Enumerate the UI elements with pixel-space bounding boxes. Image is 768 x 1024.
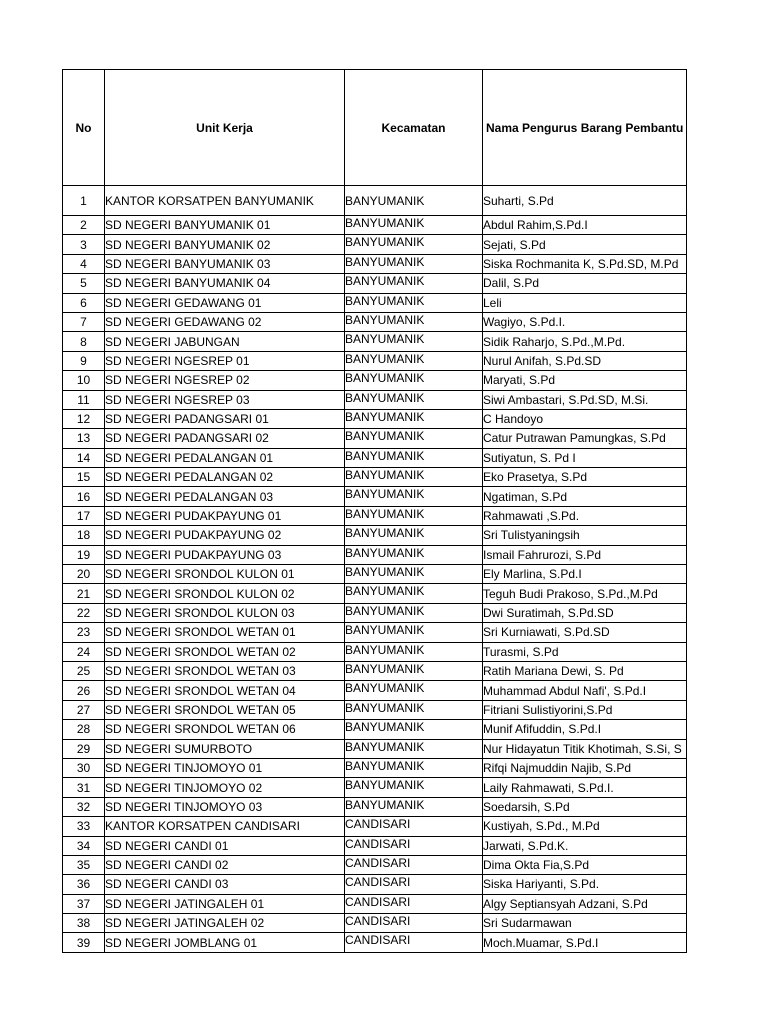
cell-kecamatan [345,642,483,661]
cell-no: 12 [63,409,105,428]
cell-kecamatan [345,293,483,312]
cell-no: 18 [63,526,105,545]
cell-nama-pengurus: Moch.Muamar, S.Pd.I [483,933,687,952]
cell-kecamatan [345,603,483,622]
cell-nama-pengurus: Turasmi, S.Pd [483,642,687,661]
kecamatan-text: BANYUMANIK [345,351,425,366]
kecamatan-text: CANDISARI [345,817,411,832]
cell-nama-pengurus: Dwi Suratimah, S.Pd.SD [483,603,687,622]
cell-unit-kerja: SD NEGERI PUDAKPAYUNG 03 [105,545,345,564]
header-kecamatan: Kecamatan [345,70,483,186]
table-row [63,293,687,312]
kecamatan-text: BANYUMANIK [345,409,425,424]
cell-unit-kerja: SD NEGERI CANDI 02 [105,855,345,874]
cell-unit-kerja: SD NEGERI PADANGSARI 02 [105,429,345,448]
cell-unit-kerja: KANTOR KORSATPEN CANDISARI [105,817,345,836]
cell-no: 34 [63,836,105,855]
cell-no: 6 [63,293,105,312]
cell-nama-pengurus: Rifqi Najmuddin Najib, S.Pd [483,758,687,777]
cell-kecamatan [345,506,483,525]
data-table [62,69,687,953]
cell-no: 38 [63,914,105,933]
cell-no: 20 [63,565,105,584]
kecamatan-text: CANDISARI [345,855,411,870]
cell-kecamatan [345,700,483,719]
cell-kecamatan [345,661,483,680]
cell-unit-kerja: SD NEGERI BANYUMANIK 03 [105,254,345,273]
cell-no: 1 [63,186,105,216]
kecamatan-text: BANYUMANIK [345,254,425,269]
cell-kecamatan [345,332,483,351]
kecamatan-text: BANYUMANIK [345,429,425,444]
cell-unit-kerja: SD NEGERI BANYUMANIK 02 [105,235,345,254]
cell-kecamatan [345,254,483,273]
cell-kecamatan [345,186,483,216]
table-row [63,642,687,661]
cell-no: 11 [63,390,105,409]
cell-nama-pengurus: Ely Marlina, S.Pd.I [483,565,687,584]
cell-unit-kerja: SD NEGERI PUDAKPAYUNG 01 [105,506,345,525]
cell-no: 5 [63,274,105,293]
kecamatan-text: BANYUMANIK [345,216,425,230]
cell-kecamatan [345,216,483,235]
table-row [63,894,687,913]
cell-kecamatan [345,235,483,254]
kecamatan-text: BANYUMANIK [345,623,425,638]
table-row [63,797,687,816]
table-row [63,429,687,448]
cell-nama-pengurus: Muhammad Abdul Nafi', S.Pd.I [483,681,687,700]
cell-nama-pengurus: Fitriani Sulistiyorini,S.Pd [483,700,687,719]
cell-no: 16 [63,487,105,506]
cell-nama-pengurus: C Handoyo [483,409,687,428]
cell-no: 24 [63,642,105,661]
cell-unit-kerja: SD NEGERI SRONDOL WETAN 06 [105,720,345,739]
cell-unit-kerja: SD NEGERI SRONDOL WETAN 04 [105,681,345,700]
kecamatan-text: BANYUMANIK [345,642,425,657]
cell-nama-pengurus: Wagiyo, S.Pd.I. [483,312,687,331]
cell-nama-pengurus: Kustiyah, S.Pd., M.Pd [483,817,687,836]
cell-nama-pengurus: Nurul Anifah, S.Pd.SD [483,351,687,370]
cell-kecamatan [345,758,483,777]
cell-unit-kerja: SD NEGERI CANDI 01 [105,836,345,855]
header-no: No [63,70,105,186]
header-unit-kerja: Unit Kerja [105,70,345,186]
cell-kecamatan [345,429,483,448]
cell-no: 31 [63,778,105,797]
table-row [63,914,687,933]
cell-nama-pengurus: Nur Hidayatun Titik Khotimah, S.Si, S [483,739,687,758]
table-row [63,778,687,797]
cell-nama-pengurus: Sri Tulistyaningsih [483,526,687,545]
table-row [63,661,687,680]
table-row [63,351,687,370]
cell-unit-kerja: SD NEGERI SRONDOL WETAN 02 [105,642,345,661]
cell-nama-pengurus: Eko Prasetya, S.Pd [483,468,687,487]
cell-kecamatan [345,274,483,293]
cell-unit-kerja: SD NEGERI JATINGALEH 01 [105,894,345,913]
cell-nama-pengurus: Ngatiman, S.Pd [483,487,687,506]
cell-nama-pengurus: Dalil, S.Pd [483,274,687,293]
cell-nama-pengurus: Sutiyatun, S. Pd I [483,448,687,467]
cell-nama-pengurus: Maryati, S.Pd [483,371,687,390]
cell-unit-kerja: SD NEGERI PUDAKPAYUNG 02 [105,526,345,545]
kecamatan-text: BANYUMANIK [345,293,425,308]
table-row [63,623,687,642]
table-row [63,235,687,254]
cell-no: 39 [63,933,105,952]
cell-no: 15 [63,468,105,487]
cell-unit-kerja: SD NEGERI PADANGSARI 01 [105,409,345,428]
cell-unit-kerja: SD NEGERI PEDALANGAN 02 [105,468,345,487]
cell-unit-kerja: SD NEGERI SUMURBOTO [105,739,345,758]
table-row [63,875,687,894]
cell-unit-kerja: SD NEGERI SRONDOL KULON 01 [105,565,345,584]
cell-no: 25 [63,661,105,680]
table-row [63,506,687,525]
cell-kecamatan [345,545,483,564]
cell-kecamatan [345,739,483,758]
table-row [63,186,687,216]
table-row [63,254,687,273]
kecamatan-text: BANYUMANIK [345,661,425,676]
cell-no: 35 [63,855,105,874]
cell-unit-kerja: SD NEGERI GEDAWANG 01 [105,293,345,312]
kecamatan-text: BANYUMANIK [345,468,425,483]
cell-unit-kerja: SD NEGERI PEDALANGAN 03 [105,487,345,506]
cell-nama-pengurus: Catur Putrawan Pamungkas, S.Pd [483,429,687,448]
table-row [63,545,687,564]
cell-kecamatan [345,933,483,952]
table-row [63,933,687,952]
cell-no: 4 [63,254,105,273]
cell-no: 23 [63,623,105,642]
kecamatan-text: BANYUMANIK [345,720,425,735]
cell-no: 17 [63,506,105,525]
kecamatan-text: BANYUMANIK [345,778,425,793]
kecamatan-text: CANDISARI [345,933,411,948]
kecamatan-text: BANYUMANIK [345,448,425,463]
kecamatan-text: BANYUMANIK [345,235,425,250]
table-row [63,390,687,409]
table-row [63,817,687,836]
kecamatan-text: BANYUMANIK [345,487,425,502]
kecamatan-text: CANDISARI [345,914,411,929]
cell-nama-pengurus: Ismail Fahrurozi, S.Pd [483,545,687,564]
cell-no: 7 [63,312,105,331]
table-row [63,409,687,428]
table-row [63,468,687,487]
cell-kecamatan [345,409,483,428]
cell-no: 13 [63,429,105,448]
cell-unit-kerja: SD NEGERI NGESREP 02 [105,371,345,390]
cell-nama-pengurus: Laily Rahmawati, S.Pd.I. [483,778,687,797]
kecamatan-text: BANYUMANIK [345,526,425,541]
cell-kecamatan [345,855,483,874]
kecamatan-text: BANYUMANIK [345,700,425,715]
cell-nama-pengurus: Teguh Budi Prakoso, S.Pd.,M.Pd [483,584,687,603]
cell-kecamatan [345,720,483,739]
cell-no: 2 [63,216,105,235]
header-row [63,70,687,186]
cell-unit-kerja: SD NEGERI TINJOMOYO 01 [105,758,345,777]
kecamatan-text: BANYUMANIK [345,797,425,812]
table-row [63,584,687,603]
cell-unit-kerja: SD NEGERI SRONDOL WETAN 05 [105,700,345,719]
cell-unit-kerja: SD NEGERI TINJOMOYO 02 [105,778,345,797]
cell-unit-kerja: SD NEGERI BANYUMANIK 04 [105,274,345,293]
table-row [63,681,687,700]
kecamatan-text: BANYUMANIK [345,584,425,599]
header-nama-pengurus: Nama Pengurus Barang Pembantu [483,70,687,186]
cell-no: 3 [63,235,105,254]
kecamatan-text: CANDISARI [345,836,411,851]
cell-no: 28 [63,720,105,739]
table-row [63,274,687,293]
cell-unit-kerja: SD NEGERI TINJOMOYO 03 [105,797,345,816]
cell-nama-pengurus: Abdul Rahim,S.Pd.I [483,216,687,235]
cell-kecamatan [345,836,483,855]
cell-no: 9 [63,351,105,370]
table-row [63,855,687,874]
cell-kecamatan [345,914,483,933]
cell-no: 32 [63,797,105,816]
cell-no: 33 [63,817,105,836]
table-row [63,312,687,331]
cell-no: 36 [63,875,105,894]
kecamatan-text: BANYUMANIK [345,193,425,208]
cell-unit-kerja: SD NEGERI JATINGALEH 02 [105,914,345,933]
cell-nama-pengurus: Jarwati, S.Pd.K. [483,836,687,855]
table-row [63,487,687,506]
cell-unit-kerja: SD NEGERI SRONDOL WETAN 01 [105,623,345,642]
cell-nama-pengurus: Sidik Raharjo, S.Pd.,M.Pd. [483,332,687,351]
cell-nama-pengurus: Sri Kurniawati, S.Pd.SD [483,623,687,642]
cell-nama-pengurus: Algy Septiansyah Adzani, S.Pd [483,894,687,913]
cell-unit-kerja: SD NEGERI JOMBLANG 01 [105,933,345,952]
cell-nama-pengurus: Dima Okta Fia,S.Pd [483,855,687,874]
cell-nama-pengurus: Sejati, S.Pd [483,235,687,254]
cell-kecamatan [345,312,483,331]
cell-no: 19 [63,545,105,564]
cell-kecamatan [345,371,483,390]
cell-nama-pengurus: Soedarsih, S.Pd [483,797,687,816]
cell-no: 10 [63,371,105,390]
cell-nama-pengurus: Siwi Ambastari, S.Pd.SD, M.Si. [483,390,687,409]
cell-nama-pengurus: Sri Sudarmawan [483,914,687,933]
cell-unit-kerja: SD NEGERI SRONDOL KULON 02 [105,584,345,603]
cell-unit-kerja: SD NEGERI NGESREP 01 [105,351,345,370]
kecamatan-text: BANYUMANIK [345,371,425,386]
cell-no: 22 [63,603,105,622]
cell-unit-kerja: SD NEGERI GEDAWANG 02 [105,312,345,331]
table-row [63,758,687,777]
table-row [63,332,687,351]
cell-nama-pengurus: Siska Rochmanita K, S.Pd.SD, M.Pd [483,254,687,273]
cell-no: 21 [63,584,105,603]
cell-no: 37 [63,894,105,913]
cell-kecamatan [345,448,483,467]
cell-kecamatan [345,565,483,584]
table-row [63,526,687,545]
cell-kecamatan [345,351,483,370]
cell-no: 29 [63,739,105,758]
table-row [63,836,687,855]
cell-unit-kerja: SD NEGERI PEDALANGAN 01 [105,448,345,467]
kecamatan-text: BANYUMANIK [345,739,425,754]
cell-nama-pengurus: Rahmawati ,S.Pd. [483,506,687,525]
cell-no: 14 [63,448,105,467]
table-row [63,565,687,584]
kecamatan-text: BANYUMANIK [345,681,425,696]
cell-unit-kerja: SD NEGERI SRONDOL WETAN 03 [105,661,345,680]
kecamatan-text: BANYUMANIK [345,506,425,521]
kecamatan-text: BANYUMANIK [345,390,425,405]
cell-unit-kerja: SD NEGERI SRONDOL KULON 03 [105,603,345,622]
cell-unit-kerja: SD NEGERI JABUNGAN [105,332,345,351]
table-body [63,186,687,953]
kecamatan-text: BANYUMANIK [345,565,425,580]
cell-unit-kerja: SD NEGERI NGESREP 03 [105,390,345,409]
cell-no: 27 [63,700,105,719]
cell-kecamatan [345,390,483,409]
cell-nama-pengurus: Siska Hariyanti, S.Pd. [483,875,687,894]
table-row [63,700,687,719]
cell-nama-pengurus: Suharti, S.Pd [483,186,687,216]
kecamatan-text: CANDISARI [345,894,411,909]
cell-unit-kerja: KANTOR KORSATPEN BANYUMANIK [105,186,345,216]
cell-unit-kerja: SD NEGERI CANDI 03 [105,875,345,894]
cell-kecamatan [345,797,483,816]
cell-nama-pengurus: Ratih Mariana Dewi, S. Pd [483,661,687,680]
kecamatan-text: BANYUMANIK [345,603,425,618]
cell-kecamatan [345,526,483,545]
cell-nama-pengurus: Munif Afifuddin, S.Pd.I [483,720,687,739]
cell-kecamatan [345,584,483,603]
cell-no: 8 [63,332,105,351]
table-row [63,720,687,739]
kecamatan-text: BANYUMANIK [345,312,425,327]
cell-kecamatan [345,778,483,797]
table-row [63,603,687,622]
cell-kecamatan [345,894,483,913]
cell-kecamatan [345,468,483,487]
cell-kecamatan [345,875,483,894]
cell-unit-kerja: SD NEGERI BANYUMANIK 01 [105,216,345,235]
cell-nama-pengurus: Leli [483,293,687,312]
cell-kecamatan [345,817,483,836]
cell-kecamatan [345,623,483,642]
kecamatan-text: BANYUMANIK [345,274,425,289]
cell-no: 30 [63,758,105,777]
kecamatan-text: BANYUMANIK [345,758,425,773]
cell-no: 26 [63,681,105,700]
table-row [63,448,687,467]
table-row [63,739,687,758]
table-row [63,371,687,390]
cell-kecamatan [345,487,483,506]
cell-kecamatan [345,681,483,700]
kecamatan-text: CANDISARI [345,875,411,890]
kecamatan-text: BANYUMANIK [345,332,425,347]
kecamatan-text: BANYUMANIK [345,545,425,560]
table-row [63,216,687,235]
